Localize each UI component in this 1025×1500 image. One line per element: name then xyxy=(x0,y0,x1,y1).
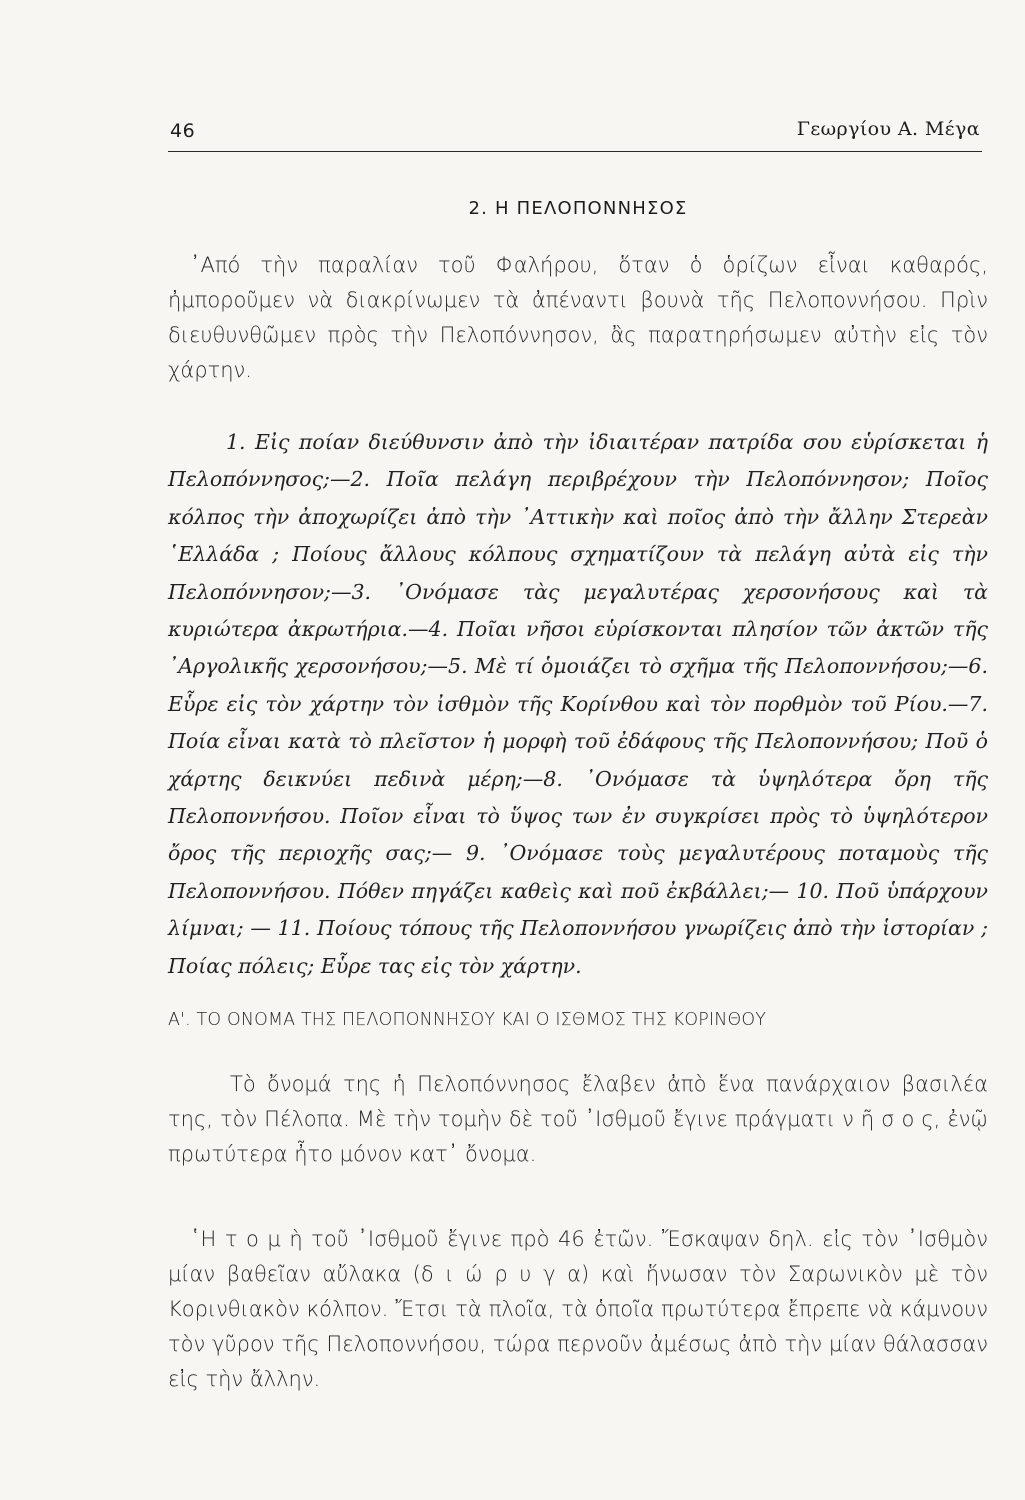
name-paragraph: Τὸ ὄνομά της ἡ Πελοπόννησος ἔλαβεν ἀπὸ ἕνα πανάρχαιον βασιλέα της, τὸν Πέλοπα. Μὲ τὴν τομὴν δὲ τοῦ ᾿Ισθμοῦ ἔγινε πράγματι ν ῆ σ ο ς, ἐνῷ πρωτύτερα ἦτο μόνον κατ᾿ ὄνομα. xyxy=(168,1072,988,1166)
isthmus-cut-paragraph: ῾Η τ ο μ ὴ τοῦ ᾿Ισθμοῦ ἔγινε πρὸ 46 ἐτῶν. Ἔσκαψαν δηλ. εἰς τὸν ᾿Ισθμὸν μίαν βαθεῖαν αὔλακα (δ ι ώ ρ υ γ α) καὶ ἥνωσαν τὸν Σαρωνικὸν μὲ τὸν Κορινθιακὸν κόλπον. Ἔτσι τὰ πλοῖα, τὰ ὁποῖα πρωτύτερα ἔπρεπε νὰ κάμνουν τὸν γῦρον τῆς Πελοποννήσου, τώρα περνοῦν ἀμέσως ἀπὸ τὴν μίαν θάλασσαν εἰς τὴν ἄλλην. xyxy=(168,1227,988,1391)
intro-paragraph: ᾿Από τὴν παραλίαν τοῦ Φαλήρου, ὅταν ὁ ὁρίζων εἶναι καθαρός, ἠμποροῦμεν νὰ διακρίνωμεν τὰ ἀπέναντι βουνὰ τῆς Πελοποννήσου. Πρὶν διευθυνθῶμεν πρὸς τὴν Πελοπόννησον, ἂς παρατηρήσωμεν αὐτὴν εἰς τὸν χάρτην. xyxy=(168,253,988,382)
page-header xyxy=(168,104,988,144)
running-head-author: Γεωργίου Α. Μέγα xyxy=(796,118,980,140)
map-questions-paragraph: 1. Εἰς ποίαν διεύθυνσιν ἀπὸ τὴν ἰδιαιτέραν πατρίδα σου εὑρίσκεται ἡ Πελοπόννησος;—2. Ποῖα πελάγη περιβρέχουν τὴν Πελοπόννησον; Ποῖος κόλπος τὴν ἀποχωρίζει ἀπὸ τὴν ᾿Αττικὴν καὶ ποῖος ἀπὸ τὴν ἄλλην Στερεὰν ῾Ελλάδα ; Ποίους ἄλλους κόλπους σχηματίζουν τὰ πελάγη αὐτὰ εἰς τὴν Πελοπόννησον;—3. ᾿Ονόμασε τὰς μεγαλυτέρας χερσονήσους καὶ τὰ κυριώτερα ἀκρωτήρια.—4. Ποῖαι νῆσοι εὑρίσκονται πλησίον τῶν ἀκτῶν τῆς ᾿Αργολικῆς χερσονήσου;—5. Μὲ τί ὁμοιάζει τὸ σχῆμα τῆς Πελοποννήσου;—6. Εὗρε εἰς τὸν χάρτην τὸν ἰσθμὸν τῆς Κορίνθου καὶ τὸν πορθμὸν τοῦ Ρίου.—7. Ποία εἶναι κατὰ τὸ πλεῖστον ἡ μορφὴ τοῦ ἐδάφους τῆς Πελοποννήσου; Ποῦ ὁ χάρτης δεικνύει πεδινὰ μέρη;—8. ᾿Ονόμασε τὰ ὑψηλότερα ὄρη τῆς Πελοποννήσου. Ποῖον εἶναι τὸ ὕψος των ἐν συγκρίσει πρὸς τὸ ὑψηλότερον ὄρος τῆς περιοχῆς σας;— 9. ᾿Ονόμασε τοὺς μεγαλυτέρους ποταμοὺς τῆς Πελοποννήσου. Πόθεν πηγάζει καθεὶς καὶ ποῦ ἐκβάλλει;— 10. Ποῦ ὑπάρχουν λίμναι; — 11. Ποίους τόπους τῆς Πελοποννήσου γνωρίζεις ἀπὸ τὴν ἱστορίαν ; Ποίας πόλεις; Εὗρε τας εἰς τὸν χάρτην. xyxy=(168,430,988,978)
page-number: 46 xyxy=(170,120,196,142)
header-rule xyxy=(168,151,982,152)
subsection-heading: Α'. ΤΟ ΟΝΟΜΑ ΤΗΣ ΠΕΛΟΠΟΝΝΗΣΟΥ ΚΑΙ Ο ΙΣΘΜΟΣ ΤΗΣ ΚΟΡΙΝΘΟΥ xyxy=(168,1010,767,1030)
book-page xyxy=(168,0,988,1500)
section-title: 2. Η ΠΕΛΟΠΟΝΝΗΣΟΣ xyxy=(468,198,688,219)
